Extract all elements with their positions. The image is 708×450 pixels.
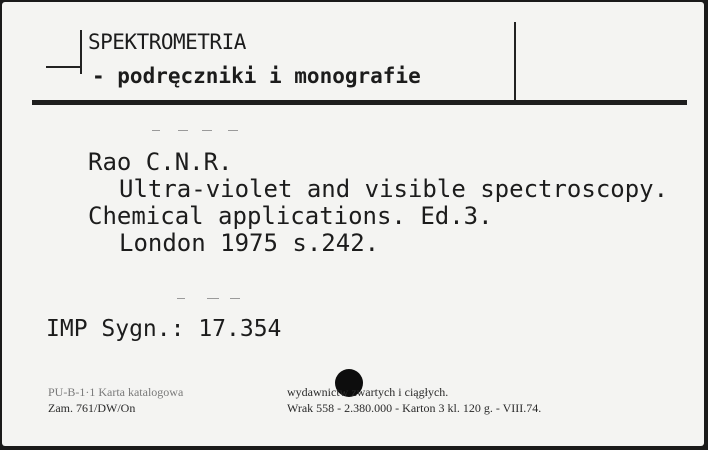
author-line: Rao C.N.R. bbox=[88, 148, 233, 176]
footer-print-info: Wrak 558 - 2.380.000 - Karton 3 kl. 120 g. - VIII.74. bbox=[287, 401, 542, 415]
header-divider bbox=[32, 100, 687, 105]
guide-mark bbox=[152, 130, 160, 131]
guide-mark bbox=[207, 298, 219, 299]
header-right-vertical-rule bbox=[514, 22, 516, 100]
guide-mark bbox=[177, 298, 185, 299]
footer-card-type: wydawnictw zwartych i ciągłych. bbox=[287, 385, 449, 399]
catalog-card bbox=[2, 2, 704, 446]
call-number: IMP Sygn.: 17.354 bbox=[46, 316, 282, 342]
subtitle-line: Chemical applications. Ed.3. bbox=[88, 202, 493, 230]
guide-mark bbox=[228, 130, 238, 131]
footer-order-number: Zam. 761/DW/On bbox=[48, 401, 136, 415]
subcategory-heading: - podręczniki i monografie bbox=[92, 64, 421, 88]
footer-form-code: PU-B-1·1 Karta katalogowa bbox=[48, 385, 184, 399]
title-line: Ultra-violet and visible spectroscopy. bbox=[119, 175, 669, 203]
imprint-line: London 1975 s.242. bbox=[119, 229, 380, 257]
guide-mark bbox=[202, 130, 212, 131]
guide-mark bbox=[178, 130, 188, 131]
guide-mark bbox=[230, 298, 240, 299]
category-heading: SPEKTROMETRIA bbox=[88, 30, 246, 54]
header-left-horizontal-rule bbox=[46, 66, 82, 68]
